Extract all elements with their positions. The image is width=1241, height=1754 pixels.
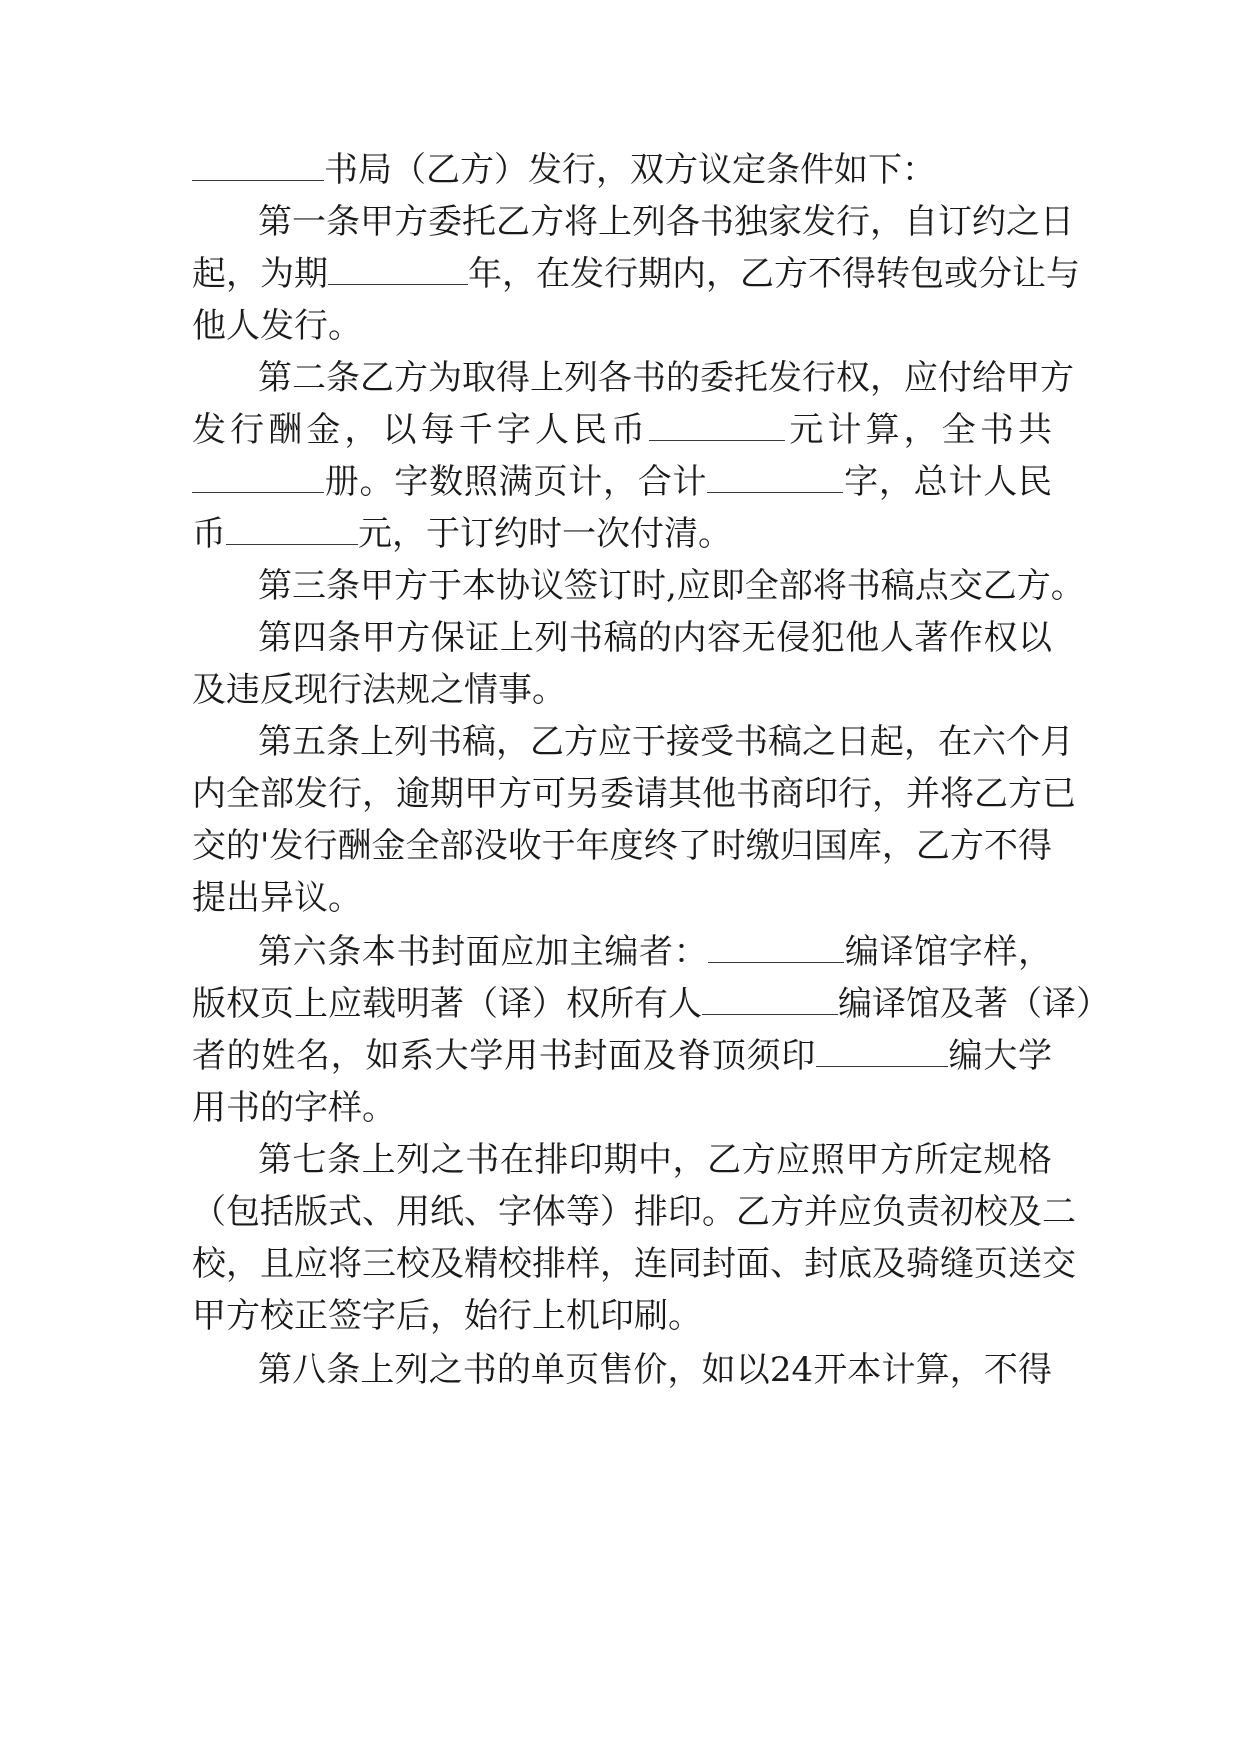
article-4-line-1: 第四条甲方保证上列书稿的内容无侵犯他人著作权以 <box>258 618 1052 658</box>
article-1-line-1: 第一条甲方委托乙方将上列各书独家发行，自订约之日 <box>258 202 1074 242</box>
blank-field <box>192 152 324 181</box>
article-3: 第三条甲方于本协议签订时,应即全部将书稿点交乙方。 <box>258 566 1085 606</box>
article-7-line-2: （包括版式、用纸、字体等）排印。乙方并应负责初校及二 <box>192 1192 1076 1232</box>
article-6-line-1: 第六条本书封面应加主编者： 编译馆字样， <box>258 932 1053 972</box>
blank-field <box>192 464 324 493</box>
blank-field <box>707 464 843 493</box>
article-5-line-1: 第五条上列书稿，乙方应于接受书稿之日起，在六个月 <box>258 722 1074 762</box>
article-2-line-2: 发行酬金，以每千字人民币 元计算，全书共 <box>192 410 1053 450</box>
article-5-line-4: 提出异议。 <box>192 878 362 918</box>
article-7-line-4: 甲方校正签字后，始行上机印刷。 <box>192 1296 702 1336</box>
article-1-line-3: 他人发行。 <box>192 306 362 346</box>
article-5-line-2: 内全部发行，逾期甲方可另委请其他书商印行，并将乙方已 <box>192 774 1076 814</box>
blank-field <box>702 986 838 1015</box>
article-6-line-4: 用书的字样。 <box>192 1088 396 1128</box>
blank-field <box>708 934 844 963</box>
article-6-line-2: 版权页上应载明著（译）权所有人 编译馆及著（译） <box>192 984 1110 1024</box>
article-5-line-3: 交的'发行酬金全部没收于年度终了时缴归国库，乙方不得 <box>192 826 1052 866</box>
article-2-line-1: 第二条乙方为取得上列各书的委托发行权，应付给甲方 <box>258 358 1074 398</box>
blank-field <box>328 256 468 285</box>
article-2-line-4: 币 元，于订约时一次付清。 <box>192 514 732 554</box>
article-1-line-2: 起，为期 年，在发行期内，乙方不得转包或分让与 <box>192 254 1080 294</box>
article-8-line-1: 第八条上列之书的单页售价，如以24开本计算，不得 <box>258 1350 1052 1390</box>
blank-field <box>649 412 785 441</box>
article-6-line-3: 者的姓名，如系大学用书封面及脊顶须印 编大学 <box>192 1036 1052 1076</box>
blank-field <box>816 1038 948 1067</box>
article-7-line-1: 第七条上列之书在排印期中，乙方应照甲方所定规格 <box>258 1140 1052 1180</box>
article-2-line-3: 册。字数照满页计，合计 字，总计人民 <box>192 462 1052 502</box>
article-4-line-2: 及违反现行法规之情事。 <box>192 670 566 710</box>
line-01: 书局（乙方）发行，双方议定条件如下： <box>192 150 1052 190</box>
article-7-line-3: 校，且应将三校及精校排样，连同封面、封底及骑缝页送交 <box>192 1244 1076 1284</box>
blank-field <box>226 516 358 545</box>
